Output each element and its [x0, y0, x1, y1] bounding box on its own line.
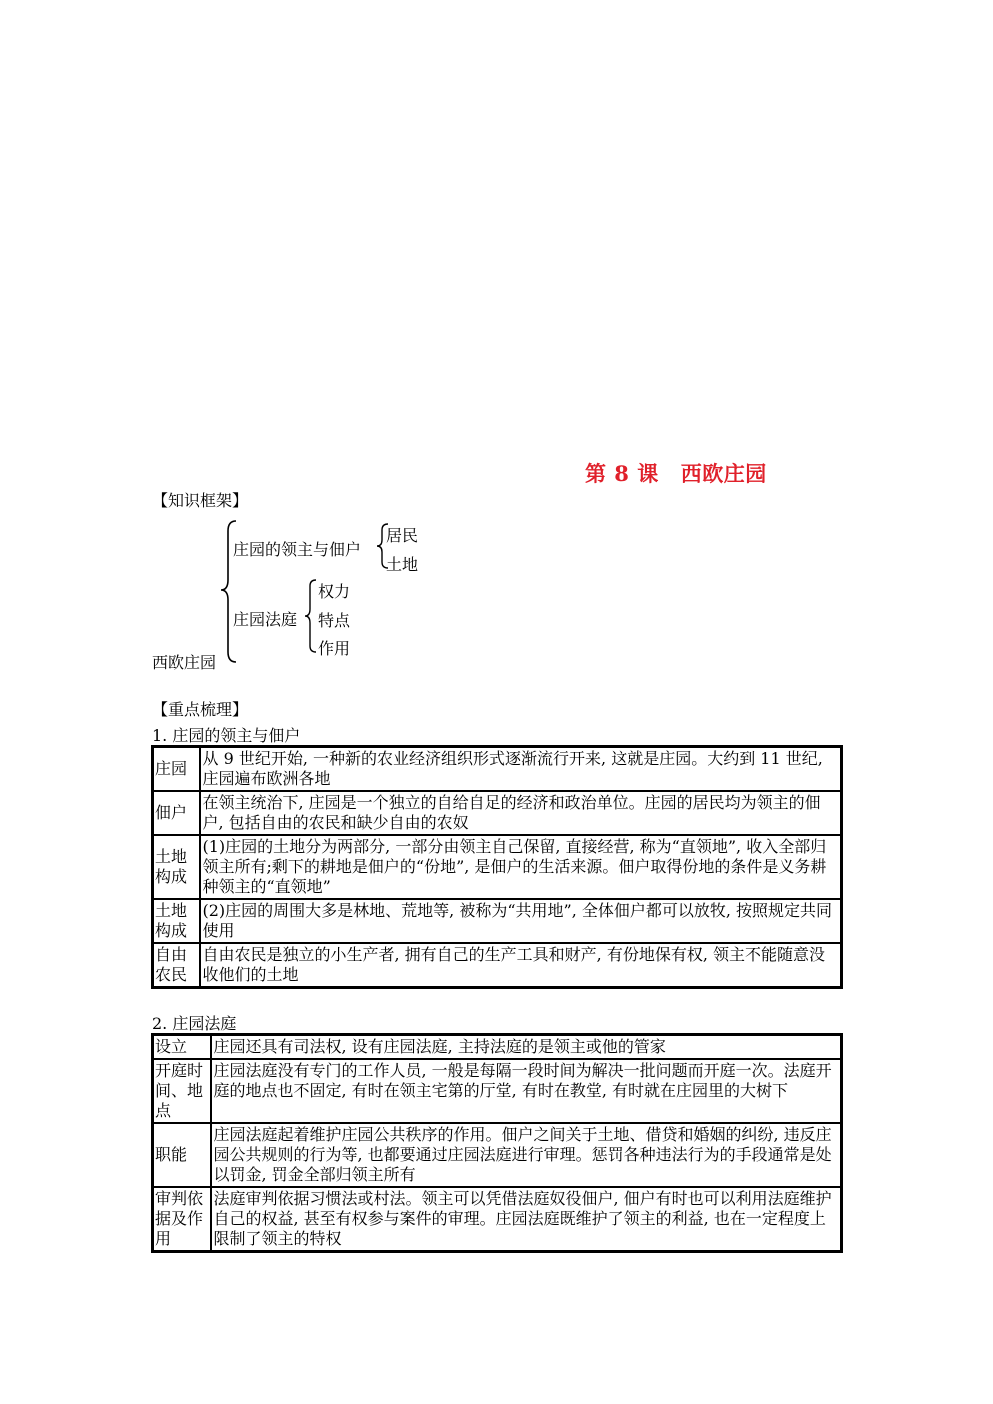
section1-title: 1. 庄园的领主与佃户	[152, 726, 301, 745]
row-text: (2)庄园的周围大多是林地、荒地等, 被称为“共用地”, 全体佃户都可以放牧, 按照规定共同使用	[200, 899, 842, 943]
row-head: 审判依据及作用	[153, 1187, 211, 1252]
table-row	[153, 899, 842, 943]
table-row	[153, 791, 842, 835]
lesson-name: 西欧庄园	[680, 461, 767, 486]
row-text: 从 9 世纪开始, 一种新的农业经济组织形式逐渐流行开来, 这就是庄园。大约到 11 世纪, 庄园遍布欧洲各地	[200, 747, 842, 792]
table-row	[153, 835, 842, 899]
framework-leaf-land: 土地	[386, 555, 419, 574]
row-text: 庄园法庭起着维护庄园公共秩序的作用。佃户之间关于土地、借贷和婚姻的纠纷, 违反庄园公共规则的行为等, 也都要通过庄园法庭进行审理。惩罚各种违法行为的手段通常是处以罚金, 罚金全部归领主所有	[211, 1123, 842, 1187]
row-text: (1)庄园的土地分为两部分, 一部分由领主自己保留, 直接经营, 称为“直领地”, 收入全部归领主所有;剩下的耕地是佃户的“份地”, 是佃户的生活来源。佃户取得份地的条件是义务耕种领主的“直领地”	[200, 835, 842, 899]
table-row	[153, 1187, 842, 1252]
table-row	[153, 943, 842, 988]
framework-leaf-features: 特点	[318, 611, 351, 630]
framework-leaf-power: 权力	[318, 582, 351, 601]
row-head: 设立	[153, 1035, 211, 1060]
framework-branch-court: 庄园法庭	[233, 610, 298, 629]
table-row	[153, 747, 842, 792]
row-text: 自由农民是独立的小生产者, 拥有自己的生产工具和财产, 有份地保有权, 领主不能随意没收他们的土地	[200, 943, 842, 988]
lesson-number: 第 8 课	[585, 461, 659, 486]
framework-braces	[0, 0, 993, 700]
section2-title: 2. 庄园法庭	[152, 1014, 237, 1033]
row-text: 在领主统治下, 庄园是一个独立的自给自足的经济和政治单位。庄园的居民均为领主的佃户, 包括自由的农民和缺少自由的农奴	[200, 791, 842, 835]
framework-branch-lord-tenant: 庄园的领主与佃户	[233, 540, 362, 559]
framework-leaf-residents: 居民	[386, 526, 419, 545]
key-points-heading: 【重点梳理】	[152, 700, 249, 719]
framework-root: 西欧庄园	[152, 653, 217, 672]
manor-court-table	[151, 1033, 843, 1253]
row-head: 土地构成	[153, 835, 200, 899]
row-head: 庄园	[153, 747, 200, 792]
brace-court	[305, 580, 316, 652]
framework-heading: 【知识框架】	[152, 491, 249, 510]
row-text: 法庭审判依据习惯法或村法。领主可以凭借法庭奴役佃户, 佃户有时也可以利用法庭维护自己的权益, 甚至有权参与案件的审理。庄园法庭既维护了领主的利益, 也在一定程度上限制了领主的特权	[211, 1187, 842, 1252]
row-text: 庄园法庭没有专门的工作人员, 一般是每隔一段时间为解决一批问题而开庭一次。法庭开庭的地点也不固定, 有时在领主宅第的厅堂, 有时在教堂, 有时就在庄园里的大树下	[211, 1059, 842, 1123]
row-head: 自由农民	[153, 943, 200, 988]
row-head: 职能	[153, 1123, 211, 1187]
lord-tenant-table	[151, 745, 843, 989]
row-head: 佃户	[153, 791, 200, 835]
row-head: 土地构成	[153, 899, 200, 943]
table-row	[153, 1035, 842, 1060]
row-head: 开庭时间、地点	[153, 1059, 211, 1123]
table-row	[153, 1123, 842, 1187]
table-row	[153, 1059, 842, 1123]
row-text: 庄园还具有司法权, 设有庄园法庭, 主持法庭的是领主或他的管家	[211, 1035, 842, 1060]
framework-leaf-role: 作用	[318, 639, 351, 658]
